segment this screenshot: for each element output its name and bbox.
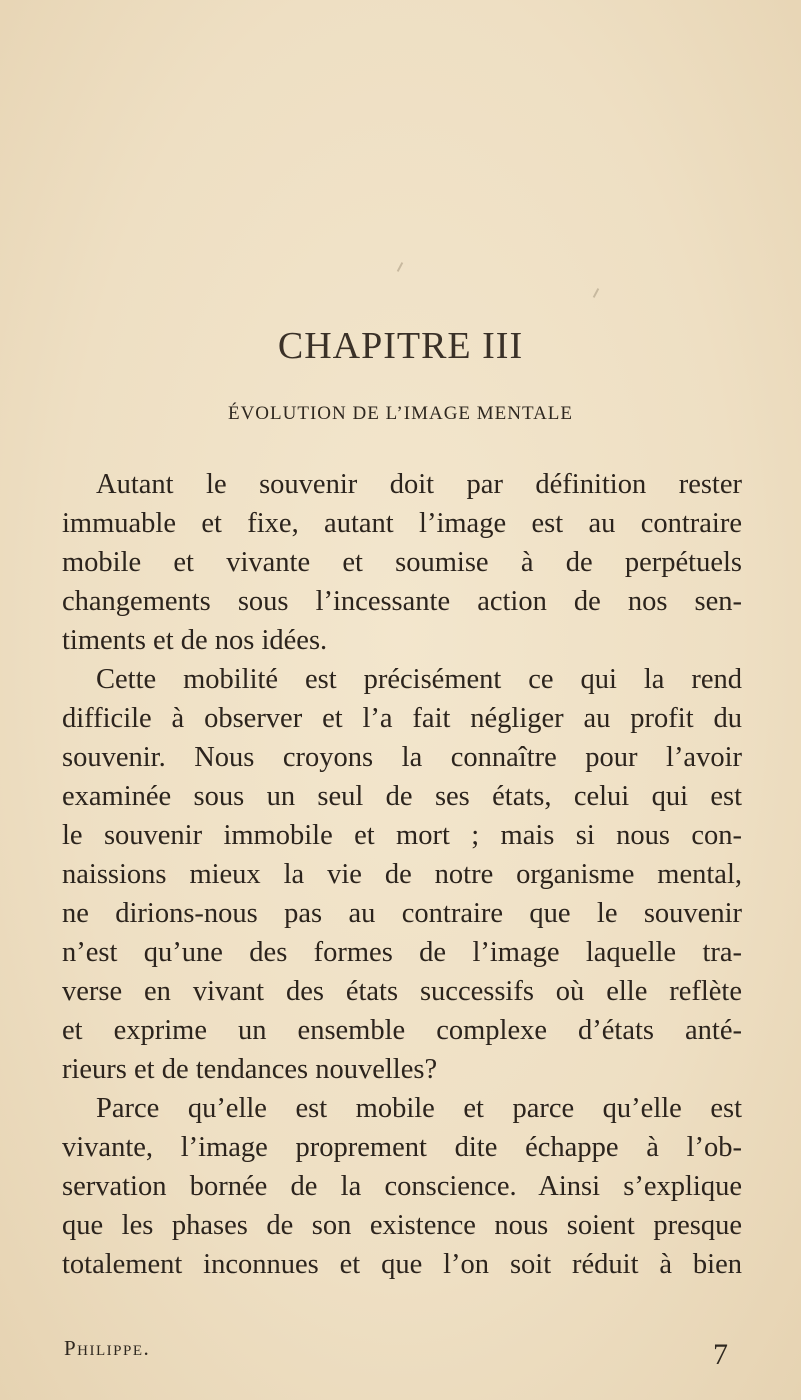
text-line: le souvenir immobile et mort ; mais si nous con- (62, 820, 742, 851)
sheet-number: 7 (713, 1338, 728, 1371)
text-line: vivante, l’image proprement dite échappe à l’ob- (62, 1132, 742, 1163)
text-line: verse en vivant des états successifs où elle reflète (62, 976, 742, 1007)
text-line: souvenir. Nous croyons la connaître pour l’avoir (62, 742, 742, 773)
text-line: que les phases de son existence nous soient presque (62, 1210, 742, 1241)
text-line: examinée sous un seul de ses états, celui qui est (62, 781, 742, 812)
text-line: totalement inconnues et que l’on soit réduit à bien (62, 1249, 742, 1280)
chapter-title: CHAPITRE III (277, 325, 524, 367)
text-line: naissions mieux la vie de notre organisme mental, (62, 859, 742, 890)
text-line: difficile à observer et l’a fait négliger au profit du (62, 703, 742, 734)
text-line: Parce qu’elle est mobile et parce qu’elle est (96, 1093, 742, 1124)
text-line: mobile et vivante et soumise à de perpétuels (62, 547, 742, 578)
signature-mark: Philippe. (64, 1336, 151, 1360)
text-line: ne dirions-nous pas au contraire que le souvenir (62, 898, 742, 929)
text-line: Autant le souvenir doit par définition rester (96, 469, 742, 500)
text-line: Cette mobilité est précisément ce qui la rend (96, 664, 742, 695)
text-line: n’est qu’une des formes de l’image laquelle tra- (62, 937, 742, 968)
body-text (62, 465, 742, 1284)
chapter-subtitle: ÉVOLUTION DE L’IMAGE MENTALE (227, 403, 574, 424)
text-line: timents et de nos idées. (62, 625, 328, 656)
paper-speck (593, 288, 599, 298)
paper-speck (397, 262, 403, 272)
text-line: changements sous l’incessante action de nos sen- (62, 586, 742, 617)
page-footer (64, 1336, 728, 1376)
text-line: servation bornée de la conscience. Ainsi s’explique (62, 1171, 742, 1202)
text-line: immuable et fixe, autant l’image est au contraire (62, 508, 742, 539)
text-line: rieurs et de tendances nouvelles? (62, 1054, 438, 1085)
text-line: et exprime un ensemble complexe d’états anté- (62, 1015, 742, 1046)
